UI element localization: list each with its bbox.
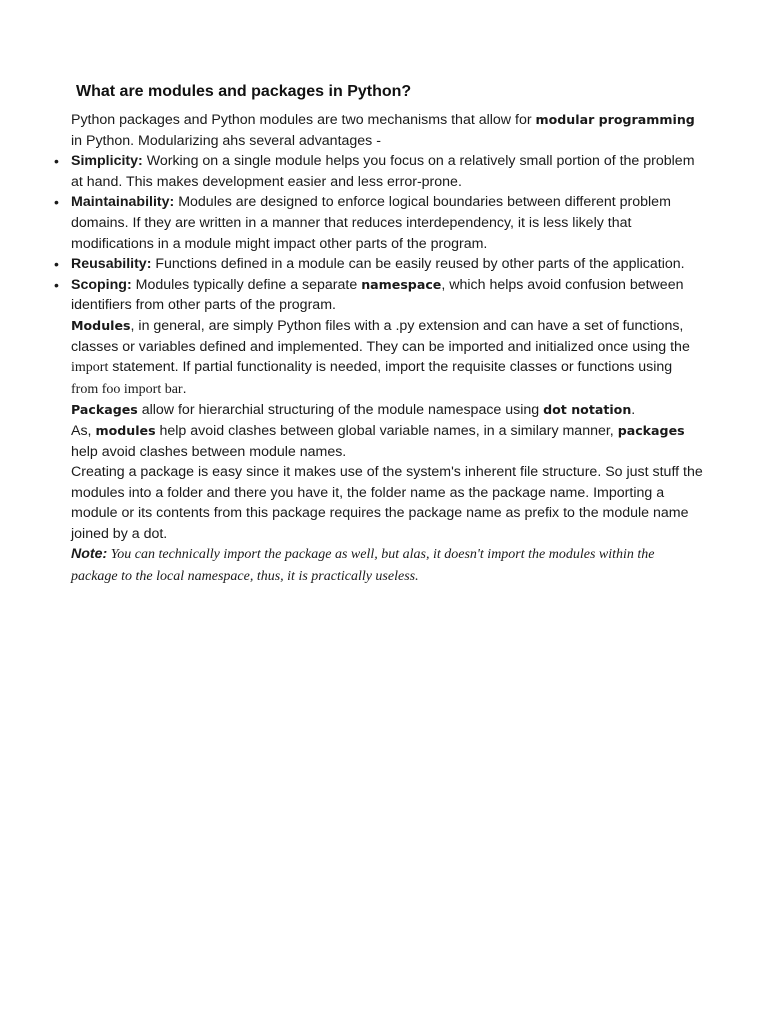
as-paragraph <box>71 421 703 462</box>
list-item-maintainability <box>54 192 703 254</box>
packages-text-2: . <box>631 402 636 419</box>
list-item-text: Modules typically define a separate <box>131 276 362 293</box>
list-item-label: Maintainability: <box>71 194 175 211</box>
modules-paragraph <box>71 316 703 400</box>
packages-paragraph <box>71 400 703 421</box>
as-text-2: help avoid clashes between global variable names, in a similary manner, <box>155 422 618 439</box>
list-item-text: Functions defined in a module can be easily reused by other parts of the application. <box>151 256 685 273</box>
bullet-icon: • <box>54 194 59 211</box>
bullet-icon: • <box>54 256 59 273</box>
creating-paragraph: Creating a package is easy since it makes use of the system's inherent file structure. So just stuff the modules into a folder and there you have it, the folder name as the package name. Importing a module or its contents from this package requires the package name as prefix to the module name joined by a dot. <box>71 464 703 542</box>
page-title: What are modules and packages in Python? <box>76 83 412 100</box>
modules-bold: modules <box>95 422 156 438</box>
intro-paragraph <box>71 110 703 151</box>
list-item-label: Reusability: <box>71 256 152 273</box>
list-item-label: Scoping: <box>71 276 132 293</box>
list-item-label: Simplicity: <box>71 153 143 170</box>
packages-bold: packages <box>617 422 685 438</box>
list-item-text: Modules are designed to enforce logical boundaries between different problem domains. If they are written in a manner that reduces interdependency, it is less likely that modifications in a module might impact other parts of the program. <box>71 194 671 252</box>
list-item-simplicity <box>54 151 703 192</box>
bullet-icon: • <box>54 153 59 170</box>
intro-bold-term: modular programming <box>535 112 695 127</box>
as-text-3: help avoid clashes between module names. <box>71 443 347 460</box>
intro-text-1: Python packages and Python modules are two mechanisms that allow for <box>71 112 536 128</box>
note-text: You can technically import the package as well, but alas, it doesn't import the modules within the package to the local namespace, thus, it is practically useless. <box>71 547 655 585</box>
from-import-code: from foo import bar <box>71 381 183 397</box>
bullet-icon: • <box>54 276 59 293</box>
note-paragraph <box>71 544 703 587</box>
namespace-term: namespace <box>361 276 442 292</box>
import-code: import <box>71 360 109 376</box>
list-item-reusability <box>54 254 703 275</box>
list-item-scoping <box>54 275 703 316</box>
modules-term: Modules <box>71 317 131 333</box>
packages-term: Packages <box>71 402 138 418</box>
packages-text-1: allow for hierarchial structuring of the module namespace using <box>137 402 544 419</box>
list-item-text: Working on a single module helps you focus on a relatively small portion of the problem at hand. This makes development easier and less error-prone. <box>71 153 695 190</box>
note-label: Note: <box>71 546 108 563</box>
modules-text-2: statement. If partial functionality is needed, import the requisite classes or functions using <box>108 359 673 376</box>
modules-text-3: . <box>182 380 187 397</box>
modules-text-1: , in general, are simply Python files with a .py extension and can have a set of functions, classes or variables defined and implemented. They can be imported and initialized once using the <box>71 317 690 355</box>
intro-text-2: in Python. Modularizing ahs several advantages - <box>71 132 381 149</box>
document-body <box>54 110 703 588</box>
as-text-1: As, <box>71 422 96 439</box>
list-item-text-2: , which helps avoid confusion between identifiers from other parts of the program. <box>71 276 684 314</box>
advantages-list <box>54 151 703 316</box>
dot-notation-term: dot notation <box>543 402 632 418</box>
